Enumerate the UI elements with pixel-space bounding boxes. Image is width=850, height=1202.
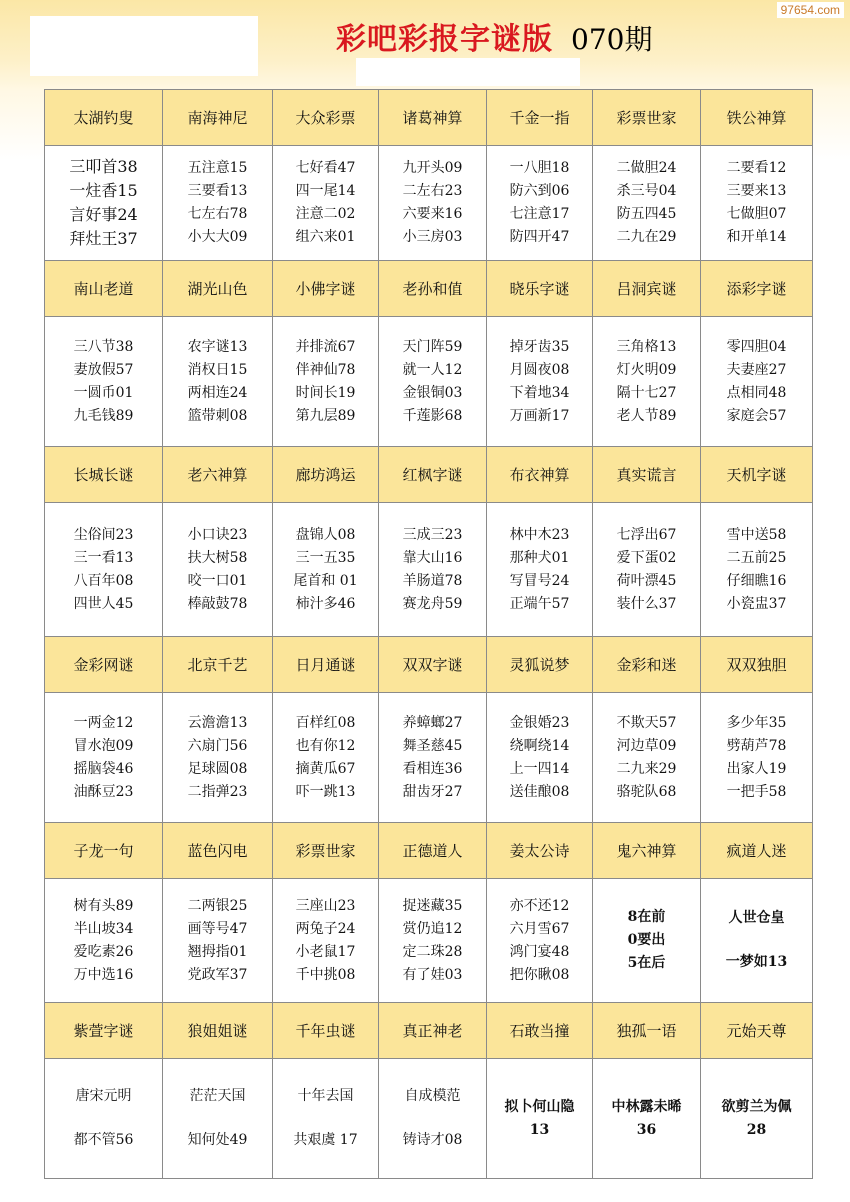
- riddle-line: 共艰虞 17: [293, 1132, 358, 1148]
- riddle-line: 爱下蛋02: [616, 549, 677, 566]
- riddle-line: 三要看13: [187, 183, 248, 199]
- riddle-line: 二五前25: [726, 549, 787, 566]
- riddle-line: 七左右78: [187, 206, 248, 222]
- riddle-line: 农字谜13: [187, 338, 248, 355]
- column-name: 真实谎言: [593, 447, 701, 503]
- riddle-line: 多少年35: [726, 714, 787, 731]
- riddle-line: 千莲影68: [402, 407, 463, 424]
- riddle-line: 尘俗间23: [73, 526, 134, 543]
- riddle-cell: [163, 503, 273, 637]
- riddle-line: 九毛钱89: [73, 407, 134, 424]
- riddle-line: 小瓷盅37: [726, 595, 787, 612]
- riddle-line: 下着地34: [509, 384, 570, 401]
- riddle-line: 二指弹23: [187, 783, 248, 800]
- riddle-line: 吓一跳13: [295, 783, 356, 800]
- riddle-line: 上一四14: [509, 760, 570, 777]
- riddle-line: 并排流67: [295, 338, 356, 355]
- page-header: [336, 14, 652, 56]
- column-name: 布衣神算: [487, 447, 593, 503]
- riddle-line: 言好事24: [69, 205, 138, 224]
- column-name: 狼姐姐谜: [163, 1003, 273, 1059]
- riddle-cell: [593, 503, 701, 637]
- riddle-line: 一八胆18: [509, 160, 570, 176]
- riddle-line: 两兔子24: [295, 920, 356, 937]
- riddle-cell: [701, 879, 813, 1003]
- riddle-cell: [273, 879, 379, 1003]
- riddle-line: 写冒号24: [509, 572, 570, 589]
- riddle-cell: [593, 1059, 701, 1179]
- riddle-line: 组六来01: [295, 229, 356, 245]
- riddle-cell: [45, 879, 163, 1003]
- riddle-line: 赛龙舟59: [402, 595, 463, 612]
- riddle-line: 七注意17: [509, 206, 570, 222]
- riddle-line: 把你瞅08: [509, 966, 570, 983]
- header-row: [45, 447, 813, 503]
- riddle-cell: [273, 146, 379, 261]
- riddle-line: 两相连24: [187, 384, 248, 401]
- riddle-cell: [273, 503, 379, 637]
- riddle-grid: [44, 89, 813, 1179]
- column-name: 南海神尼: [163, 90, 273, 146]
- column-name: 灵狐说梦: [487, 637, 593, 693]
- riddle-cell: [379, 693, 487, 823]
- riddle-line: 自成模范: [404, 1088, 461, 1104]
- riddle-line: 云澹澹13: [187, 714, 248, 731]
- riddle-line: 点相同48: [726, 384, 787, 401]
- riddle-line: 三八节38: [73, 338, 134, 355]
- riddle-cell: [487, 1059, 593, 1179]
- riddle-line: 柿汁多46: [295, 595, 356, 612]
- column-name: 添彩字谜: [701, 261, 813, 317]
- riddle-line: 隔十七27: [616, 384, 677, 401]
- riddle-line: 六要来16: [402, 206, 463, 222]
- riddle-line: 28: [746, 1121, 767, 1138]
- column-name: 双双独胆: [701, 637, 813, 693]
- riddle-line: 伴神仙78: [295, 361, 356, 378]
- riddle-line: 劈葫芦78: [726, 737, 787, 754]
- riddle-cell: [701, 146, 813, 261]
- riddle-cell: [701, 503, 813, 637]
- riddle-line: 灯火明09: [616, 361, 677, 378]
- riddle-line: 零四胆04: [726, 338, 787, 355]
- riddle-line: 定二珠28: [402, 943, 463, 960]
- riddle-cell: [163, 146, 273, 261]
- riddle-cell: [379, 879, 487, 1003]
- column-name: 真正神老: [379, 1003, 487, 1059]
- column-name: 鬼六神算: [593, 823, 701, 879]
- riddle-line: 树有头89: [73, 897, 134, 914]
- riddle-line: 第九层89: [295, 407, 356, 424]
- riddle-line: 雪中送58: [726, 526, 787, 543]
- riddle-line: 四世人45: [73, 595, 134, 612]
- riddle-line: 欲剪兰为佩: [721, 1098, 792, 1115]
- riddle-line: 8在前: [627, 909, 666, 925]
- riddle-line: 篮带刺08: [187, 407, 248, 424]
- riddle-cell: [593, 317, 701, 447]
- riddle-cell: [163, 693, 273, 823]
- riddle-line: 和开单14: [726, 229, 787, 245]
- column-name: 紫萱字谜: [45, 1003, 163, 1059]
- riddle-line: 天门阵59: [402, 338, 463, 355]
- riddle-line: 小老鼠17: [295, 943, 356, 960]
- column-name: 铁公神算: [701, 90, 813, 146]
- riddle-line: 夫妻座27: [726, 361, 787, 378]
- riddle-line: 尾首和 01: [293, 572, 358, 589]
- riddle-line: 拜灶王37: [69, 229, 138, 248]
- riddle-line: 画等号47: [187, 920, 248, 937]
- riddle-line: 养蟑螂27: [402, 714, 463, 731]
- riddle-line: 仔细瞧16: [726, 572, 787, 589]
- riddle-line: 七做胆07: [726, 206, 787, 222]
- riddle-line: 足球圆08: [187, 760, 248, 777]
- riddle-cell: [379, 317, 487, 447]
- riddle-cell: [593, 146, 701, 261]
- riddle-cell: [45, 317, 163, 447]
- riddle-line: 看相连36: [402, 760, 463, 777]
- column-name: 子龙一句: [45, 823, 163, 879]
- riddle-line: 八百年08: [73, 572, 134, 589]
- riddle-line: 河边草09: [616, 737, 677, 754]
- line-gap: [273, 1108, 378, 1129]
- riddle-line: 时间长19: [295, 384, 356, 401]
- riddle-line: 防四开47: [509, 229, 570, 245]
- riddle-cell: [593, 693, 701, 823]
- riddle-line: 金银婚23: [509, 714, 570, 731]
- riddle-line: 万画新17: [509, 407, 570, 424]
- riddle-line: 杀三号04: [616, 183, 677, 199]
- riddle-line: 小口诀23: [187, 526, 248, 543]
- riddle-line: 三成三23: [402, 526, 463, 543]
- riddle-line: 三要来13: [726, 183, 787, 199]
- riddle-line: 摘黄瓜67: [295, 760, 356, 777]
- header-row: [45, 1003, 813, 1059]
- line-gap: [701, 930, 812, 951]
- riddle-line: 荷叶漂45: [616, 572, 677, 589]
- riddle-cell: [593, 879, 701, 1003]
- riddle-line: 二左右23: [402, 183, 463, 199]
- header-row: [45, 823, 813, 879]
- riddle-line: 咬一口01: [187, 572, 248, 589]
- riddle-line: 13: [529, 1121, 550, 1138]
- riddle-line: 扶大树58: [187, 549, 248, 566]
- riddle-cell: [163, 1059, 273, 1179]
- riddle-line: 冒水泡09: [73, 737, 134, 754]
- riddle-line: 六扇门56: [187, 737, 248, 754]
- column-name: 小佛字谜: [273, 261, 379, 317]
- blank-label-box-left: [30, 16, 258, 76]
- riddle-line: 有了娃03: [402, 966, 463, 983]
- riddle-line: 半山坡34: [73, 920, 134, 937]
- riddle-cell: [701, 317, 813, 447]
- column-name: 湖光山色: [163, 261, 273, 317]
- column-name: 诸葛神算: [379, 90, 487, 146]
- riddle-line: 五注意15: [187, 160, 248, 176]
- riddle-line: 二九来29: [616, 760, 677, 777]
- riddle-line: 六月雪67: [509, 920, 570, 937]
- header-row: [45, 637, 813, 693]
- riddle-line: 36: [636, 1121, 657, 1138]
- riddle-cell: [273, 693, 379, 823]
- riddle-line: 注意二02: [295, 206, 356, 222]
- column-name: 彩票世家: [273, 823, 379, 879]
- riddle-line: 三一看13: [73, 549, 134, 566]
- riddle-line: 拟卜何山隐: [504, 1098, 575, 1115]
- riddle-cell: [379, 146, 487, 261]
- riddle-line: 骆驼队68: [616, 783, 677, 800]
- riddle-line: 棒敲鼓78: [187, 595, 248, 612]
- riddle-line: 唐宋元明: [75, 1088, 132, 1104]
- riddle-cell: [379, 503, 487, 637]
- column-name: 老孙和值: [379, 261, 487, 317]
- riddle-line: 三叩首38: [69, 157, 138, 176]
- riddle-line: 二两银25: [187, 897, 248, 914]
- blank-label-box-center: [356, 58, 580, 86]
- riddle-cell: [701, 1059, 813, 1179]
- riddle-line: 铸诗才08: [402, 1132, 463, 1148]
- riddle-cell: [163, 879, 273, 1003]
- riddle-line: 靠大山16: [402, 549, 463, 566]
- riddle-line: 茫茫天国: [189, 1088, 246, 1104]
- riddle-line: 赏仍追12: [402, 920, 463, 937]
- riddle-line: 都不管56: [73, 1132, 134, 1148]
- column-name: 双双字谜: [379, 637, 487, 693]
- riddle-line: 一圆币01: [73, 384, 134, 401]
- header-row: [45, 261, 813, 317]
- riddle-line: 摇脑袋46: [73, 760, 134, 777]
- riddle-line: 三座山23: [295, 897, 356, 914]
- riddle-row: [45, 146, 813, 261]
- riddle-row: [45, 879, 813, 1003]
- riddle-cell: [487, 146, 593, 261]
- riddle-line: 不欺天57: [616, 714, 677, 731]
- riddle-line: 一两金12: [73, 714, 134, 731]
- column-name: 日月通谜: [273, 637, 379, 693]
- riddle-line: 月圆夜08: [509, 361, 570, 378]
- header-row: [45, 90, 813, 146]
- riddle-line: 盘锦人08: [295, 526, 356, 543]
- column-name: 红枫字谜: [379, 447, 487, 503]
- riddle-line: 掉牙齿35: [509, 338, 570, 355]
- column-name: 太湖钓叟: [45, 90, 163, 146]
- riddle-line: 舞圣慈45: [402, 737, 463, 754]
- riddle-cell: [487, 503, 593, 637]
- riddle-line: 小三房03: [402, 229, 463, 245]
- riddle-cell: [487, 317, 593, 447]
- riddle-line: 5在后: [627, 955, 666, 971]
- riddle-line: 正端午57: [509, 595, 570, 612]
- riddle-line: 就一人12: [402, 361, 463, 378]
- riddle-line: 老人节89: [616, 407, 677, 424]
- riddle-cell: [701, 693, 813, 823]
- riddle-line: 一把手58: [726, 783, 787, 800]
- column-name: 蓝色闪电: [163, 823, 273, 879]
- riddle-line: 绕啊绕14: [509, 737, 570, 754]
- line-gap: [163, 1108, 272, 1129]
- column-name: 正德道人: [379, 823, 487, 879]
- riddle-line: 九开头09: [402, 160, 463, 176]
- riddle-line: 油酥豆23: [73, 783, 134, 800]
- column-name: 大众彩票: [273, 90, 379, 146]
- riddle-line: 党政军37: [187, 966, 248, 983]
- riddle-line: 四一尾14: [295, 183, 356, 199]
- riddle-line: 一炷香15: [69, 181, 138, 200]
- riddle-line: 金银铜03: [402, 384, 463, 401]
- column-name: 元始天尊: [701, 1003, 813, 1059]
- column-name: 天机字谜: [701, 447, 813, 503]
- riddle-line: 鸿门宴48: [509, 943, 570, 960]
- line-gap: [45, 1108, 162, 1129]
- riddle-line: 捉迷藏35: [402, 897, 463, 914]
- riddle-cell: [273, 317, 379, 447]
- column-name: 石敢当撞: [487, 1003, 593, 1059]
- riddle-line: 出家人19: [726, 760, 787, 777]
- riddle-line: 妻放假57: [73, 361, 134, 378]
- column-name: 老六神算: [163, 447, 273, 503]
- column-name: 北京千艺: [163, 637, 273, 693]
- riddle-line: 十年去国: [297, 1088, 354, 1104]
- riddle-line: 千中挑08: [295, 966, 356, 983]
- column-name: 千金一指: [487, 90, 593, 146]
- riddle-cell: [487, 879, 593, 1003]
- riddle-line: 亦不还12: [509, 897, 570, 914]
- riddle-line: 二九在29: [616, 229, 677, 245]
- riddle-line: 七好看47: [295, 160, 356, 176]
- column-name: 姜太公诗: [487, 823, 593, 879]
- riddle-line: 爱吃素26: [73, 943, 134, 960]
- riddle-line: 装什么37: [616, 595, 677, 612]
- riddle-line: 百样红08: [295, 714, 356, 731]
- riddle-row: [45, 317, 813, 447]
- column-name: 吕洞宾谜: [593, 261, 701, 317]
- riddle-line: 一梦如13: [725, 954, 788, 970]
- column-name: 金彩和迷: [593, 637, 701, 693]
- riddle-cell: [487, 693, 593, 823]
- riddle-line: 那种犬01: [509, 549, 570, 566]
- column-name: 晓乐字谜: [487, 261, 593, 317]
- riddle-cell: [45, 146, 163, 261]
- site-watermark: 97654.com: [777, 2, 844, 18]
- riddle-line: 三一五35: [295, 549, 356, 566]
- column-name: 彩票世家: [593, 90, 701, 146]
- issue-number: 070期: [571, 23, 653, 56]
- riddle-line: 家庭会57: [726, 407, 787, 424]
- riddle-cell: [45, 503, 163, 637]
- riddle-line: 0要出: [627, 932, 666, 948]
- riddle-line: 三角格13: [616, 338, 677, 355]
- column-name: 金彩网谜: [45, 637, 163, 693]
- riddle-line: 也有你12: [295, 737, 356, 754]
- column-name: 千年虫谜: [273, 1003, 379, 1059]
- riddle-row: [45, 1059, 813, 1179]
- column-name: 长城长谜: [45, 447, 163, 503]
- column-name: 廊坊鸿运: [273, 447, 379, 503]
- riddle-line: 防六到06: [509, 183, 570, 199]
- riddle-line: 知何处49: [187, 1132, 248, 1148]
- riddle-cell: [273, 1059, 379, 1179]
- column-name: 疯道人迷: [701, 823, 813, 879]
- riddle-line: 七浮出67: [616, 526, 677, 543]
- riddle-line: 防五四45: [616, 206, 677, 222]
- riddle-cell: [45, 693, 163, 823]
- page-title: 彩吧彩报字谜版: [336, 22, 553, 57]
- riddle-cell: [163, 317, 273, 447]
- riddle-line: 小大大09: [187, 229, 248, 245]
- column-name: 南山老道: [45, 261, 163, 317]
- riddle-row: [45, 693, 813, 823]
- riddle-line: 消权日15: [187, 361, 248, 378]
- riddle-line: 甜齿牙27: [402, 783, 463, 800]
- riddle-line: 林中木23: [509, 526, 570, 543]
- riddle-line: 二要看12: [726, 160, 787, 176]
- riddle-line: 羊肠道78: [402, 572, 463, 589]
- line-gap: [379, 1108, 486, 1129]
- riddle-line: 翘拇指01: [187, 943, 248, 960]
- riddle-cell: [45, 1059, 163, 1179]
- riddle-line: 人世仓皇: [728, 910, 785, 926]
- riddle-line: 送佳酿08: [509, 783, 570, 800]
- riddle-cell: [379, 1059, 487, 1179]
- column-name: 独孤一语: [593, 1003, 701, 1059]
- riddle-line: 中林露未晞: [611, 1098, 682, 1115]
- riddle-line: 二做胆24: [616, 160, 677, 176]
- riddle-line: 万中选16: [73, 966, 134, 983]
- riddle-row: [45, 503, 813, 637]
